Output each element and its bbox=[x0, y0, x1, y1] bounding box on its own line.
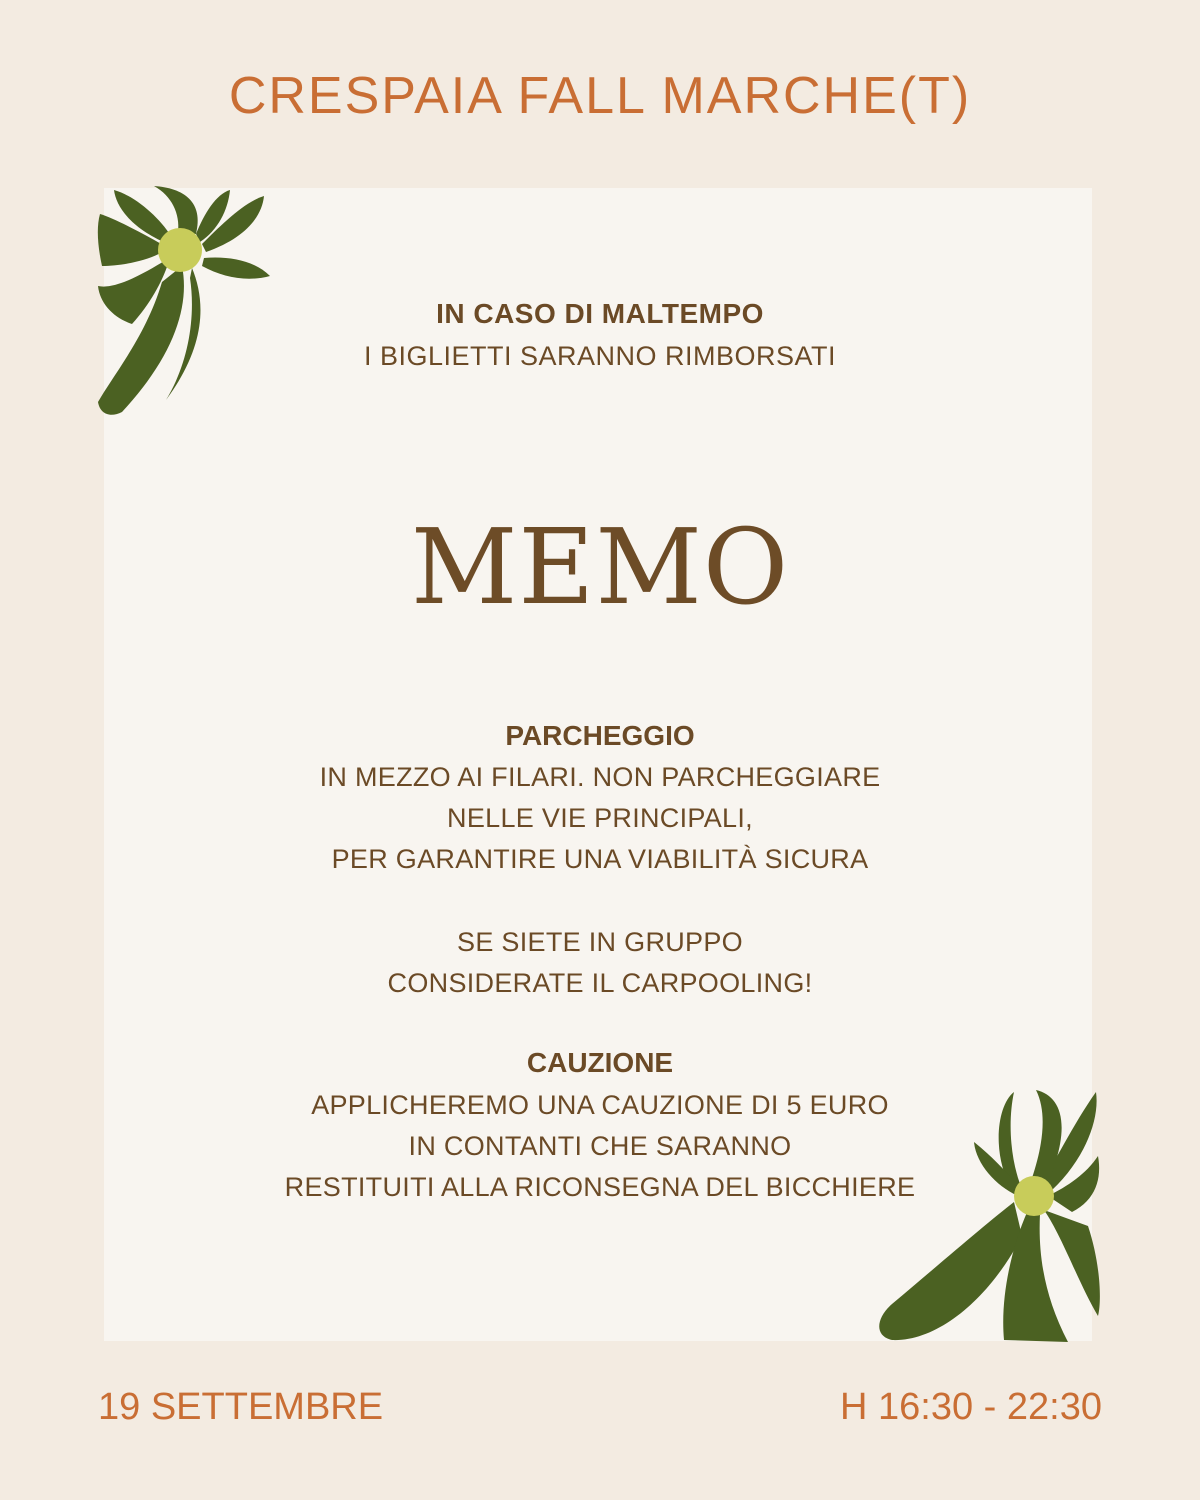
parking-line: NELLE VIE PRINCIPALI, bbox=[447, 803, 753, 833]
event-date: 19 SETTEMBRE bbox=[98, 1386, 384, 1428]
parking-line: IN MEZZO AI FILARI. NON PARCHEGGIARE bbox=[319, 762, 881, 792]
carpool-line: SE SIETE IN GRUPPO bbox=[457, 927, 743, 957]
carpool-line: CONSIDERATE IL CARPOOLING! bbox=[387, 968, 813, 998]
deposit-heading: CAUZIONE bbox=[526, 1047, 674, 1078]
memo-title: MEMO bbox=[410, 506, 790, 628]
deposit-text bbox=[0, 1085, 1200, 1208]
event-time: H 16:30 - 22:30 bbox=[840, 1386, 1102, 1428]
rain-notice-text: I BIGLIETTI SARANNO RIMBORSATI bbox=[363, 341, 837, 371]
deposit-line: IN CONTANTI CHE SARANNO bbox=[408, 1131, 792, 1161]
deposit-line: APPLICHEREMO UNA CAUZIONE DI 5 EURO bbox=[311, 1090, 889, 1120]
event-title: CRESPAIA FALL MARCHE(T) bbox=[228, 67, 972, 125]
parking-line: PER GARANTIRE UNA VIABILITÀ SICURA bbox=[331, 844, 869, 874]
rain-notice-heading: IN CASO DI MALTEMPO bbox=[436, 298, 764, 329]
carpool-text bbox=[0, 922, 1200, 1004]
deposit-line: RESTITUITI ALLA RICONSEGNA DEL BICCHIERE bbox=[284, 1172, 916, 1202]
parking-text bbox=[0, 757, 1200, 880]
parking-heading: PARCHEGGIO bbox=[505, 720, 695, 751]
